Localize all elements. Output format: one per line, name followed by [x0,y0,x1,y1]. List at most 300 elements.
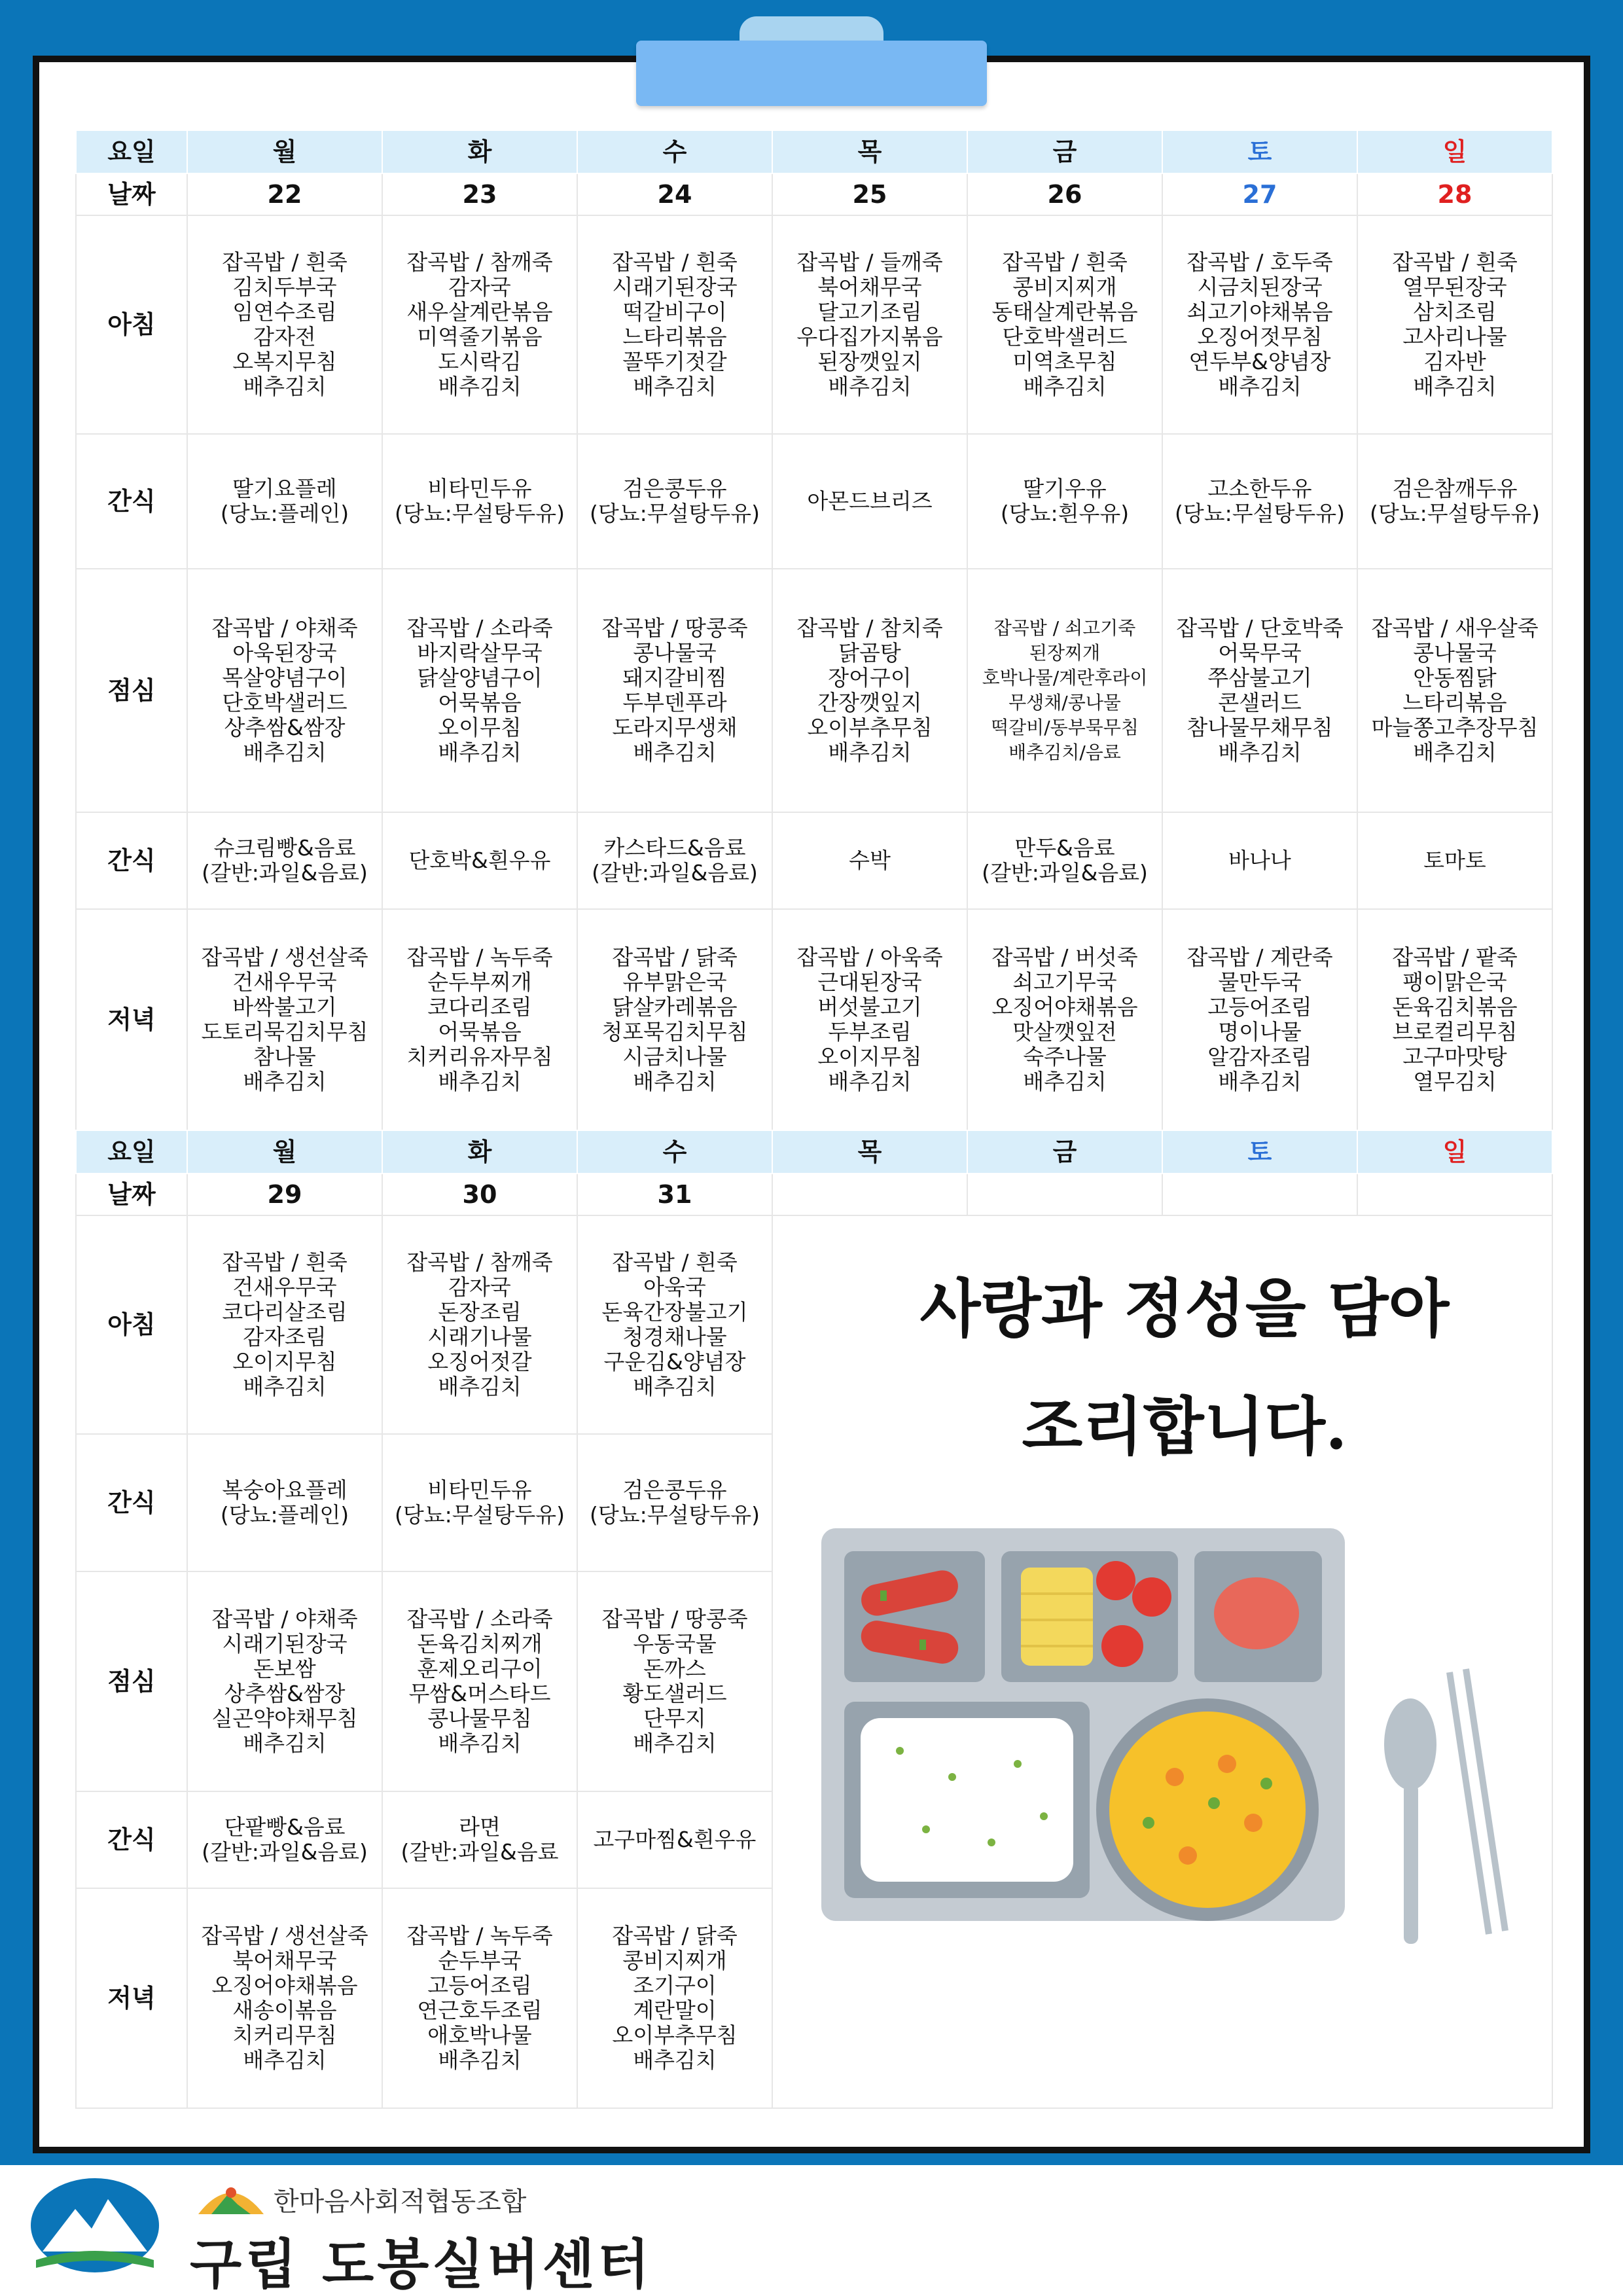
menu-item: 아몬드브리즈 [807,488,933,514]
weekday-cell: 수 [577,130,772,173]
menu-item: 북어채무국 [232,1948,337,1973]
menu-item: 김자반 [1423,349,1486,374]
menu-item: 잡곡밥 / 녹두죽 [406,944,553,970]
menu-cell [187,1791,382,1888]
menu-item: 장어구이 [828,665,912,691]
menu-item: 물만두국 [1218,969,1302,995]
menu-item: 건새우무국 [232,1274,337,1300]
menu-item: 돈장조림 [438,1299,522,1325]
menu-item: 잡곡밥 / 야채죽 [211,1606,358,1632]
meal-row-snack-pm [76,812,1552,909]
menu-item: 된장깻잎지 [817,349,922,374]
clipboard-clip [636,41,987,106]
meal-label: 저녁 [76,909,187,1130]
menu-item: 팽이맑은국 [1402,969,1507,995]
mountain-logo-icon [29,2176,160,2274]
menu-cell [1162,812,1357,909]
menu-item: 어묵볶음 [438,690,522,715]
menu-item: 슈크림빵&음료 [213,835,356,861]
menu-cell [1357,215,1552,434]
menu-item: 배추김치 [243,2047,327,2073]
menu-item: 상추쌈&쌈장 [224,715,346,740]
menu-item: 배추김치 [828,740,912,765]
menu-item: 무쌈&머스타드 [408,1681,551,1706]
date-cell: 29 [187,1174,382,1215]
menu-cell [187,1434,382,1571]
menu-item: (당뇨:무설탕두유) [394,1502,565,1528]
menu-item: 잡곡밥 / 참치죽 [796,615,943,641]
menu-item: 우동국물 [633,1631,717,1657]
date-cell: 27 [1162,173,1357,215]
menu-item: 오이부추무침 [612,2022,738,2048]
meal-label: 간식 [76,1791,187,1888]
menu-item: 느타리볶음 [1402,690,1507,715]
weekday-cell: 목 [772,1130,967,1174]
menu-item: 잡곡밥 / 버섯죽 [991,944,1138,970]
menu-item: 단팥빵&음료 [224,1814,346,1840]
empty-date-cell [1357,1174,1552,1215]
menu-item: 고사리나물 [1402,324,1507,350]
menu-cell [187,434,382,569]
menu-item: 잡곡밥 / 흰죽 [222,249,348,275]
weekday-cell: 금 [967,1130,1162,1174]
menu-item: 잡곡밥 / 소라죽 [406,1606,553,1632]
menu-item: 콘샐러드 [1218,690,1302,715]
menu-cell [382,1215,577,1434]
menu-cell [577,569,772,812]
menu-item: 배추김치 [438,374,522,399]
menu-cell [1357,909,1552,1130]
menu-cell [1162,215,1357,434]
menu-item: 잡곡밥 / 쇠고기죽 [993,617,1136,639]
menu-cell [382,812,577,909]
menu-cell [1162,909,1357,1130]
menu-item: 어묵볶음 [438,1019,522,1045]
menu-item: 시래기된장국 [222,1631,348,1657]
menu-item: 만두&음료 [1014,835,1115,861]
menu-cell [1162,434,1357,569]
menu-item: 돈까스 [643,1656,706,1681]
menu-item: 카스타드&음료 [603,835,746,861]
weekday-cell: 화 [382,130,577,173]
menu-item: 아욱국 [643,1274,706,1300]
menu-cell [382,1791,577,1888]
menu-item: 바나나 [1228,848,1291,873]
menu-item: 잡곡밥 / 흰죽 [612,249,738,275]
menu-cell [382,909,577,1130]
menu-item: 잡곡밥 / 팥죽 [1392,944,1518,970]
date-cell: 26 [967,173,1162,215]
menu-item: 배추김치/음료 [1008,742,1121,763]
menu-cell [382,1434,577,1571]
menu-item: 돼지갈비찜 [622,665,727,691]
menu-item: 잡곡밥 / 땅콩죽 [601,615,748,641]
menu-item: 순두부찌개 [427,969,532,995]
menu-item: 계란말이 [633,1998,717,2023]
date-row [76,173,1552,215]
menu-item: 고구마맛탕 [1402,1044,1507,1069]
menu-item: 안동찜닭 [1413,665,1497,691]
menu-cell [577,1791,772,1888]
menu-item: 순두부국 [438,1948,522,1973]
kimchi-icon [1214,1577,1299,1649]
cooperative-logo-icon [195,2178,267,2216]
menu-item: 배추김치 [438,740,522,765]
menu-item: (당뇨:흰우유) [1000,501,1130,526]
weekday-cell: 화 [382,1130,577,1174]
menu-item: 어묵무국 [1218,640,1302,666]
menu-item: 수박 [849,848,891,873]
menu-item: 돈육김치찌개 [417,1631,543,1657]
date-cell: 28 [1357,173,1552,215]
menu-item: (당뇨:무설탕두유) [394,501,565,526]
menu-item: 딸기우유 [1023,476,1107,501]
menu-item: 오이지무침 [232,1349,337,1374]
meal-tray-illustration [821,1528,1541,1947]
menu-item: 감자국 [448,1274,511,1300]
menu-item: 잡곡밥 / 소라죽 [406,615,553,641]
menu-item: 무생채/콩나물 [1008,692,1121,713]
menu-cell [187,215,382,434]
meal-row-breakfast [76,215,1552,434]
menu-cell [967,909,1162,1130]
menu-item: 바싹불고기 [232,994,337,1020]
menu-item: 잡곡밥 / 들깨죽 [796,249,943,275]
menu-item: 잡곡밥 / 땅콩죽 [601,1606,748,1632]
menu-cell [772,215,967,434]
date-label: 날짜 [76,1174,187,1215]
weekday-cell: 토 [1162,1130,1357,1174]
menu-item: 오이지무침 [817,1044,922,1069]
menu-item: 고구마찜&흰우유 [593,1827,757,1852]
menu-item: 닭살양념구이 [417,665,543,691]
menu-cell [187,1571,382,1791]
menu-cell [1357,812,1552,909]
menu-item: 검은콩두유 [622,476,727,501]
menu-cell [187,1888,382,2108]
menu-cell [187,569,382,812]
menu-item: 쇠고기야채볶음 [1186,299,1333,325]
organization-name: 구립 도봉실버센터 [190,2234,653,2296]
menu-item: 목살양념구이 [222,665,348,691]
menu-item: 잡곡밥 / 닭죽 [612,944,738,970]
menu-item: 감자전 [253,324,316,350]
meal-label: 점심 [76,569,187,812]
menu-item: 잡곡밥 / 흰죽 [1002,249,1128,275]
menu-item: 배추김치 [633,2047,717,2073]
menu-cell [187,1215,382,1434]
menu-item: 감자국 [448,274,511,300]
meal-label: 간식 [76,812,187,909]
date-label: 날짜 [76,173,187,215]
menu-item: 배추김치 [1023,374,1107,399]
menu-item: 배추김치 [243,1069,327,1094]
menu-item: 새송이볶음 [232,1998,337,2023]
menu-item: 잡곡밥 / 녹두죽 [406,1923,553,1948]
menu-item: 잡곡밥 / 새우살죽 [1371,615,1539,641]
menu-cell [1162,569,1357,812]
date-row [76,1174,1552,1215]
menu-item: 근대된장국 [817,969,922,995]
menu-item: 열무김치 [1413,1069,1497,1094]
menu-item: 배추김치 [438,2047,522,2073]
menu-cell [382,434,577,569]
menu-item: 콩비지찌개 [622,1948,727,1973]
menu-item: 시래기나물 [427,1324,532,1350]
menu-cell [577,434,772,569]
menu-item: 돈육김치볶음 [1392,994,1518,1020]
menu-item: 두부조림 [828,1019,912,1045]
empty-date-cell [772,1174,967,1215]
menu-item: 검은콩두유 [622,1477,727,1503]
menu-cell [577,1434,772,1571]
menu-item: 배추김치 [633,740,717,765]
meal-label: 간식 [76,1434,187,1571]
menu-item: 황도샐러드 [622,1681,727,1706]
menu-item: 콩나물국 [633,640,717,666]
menu-cell [382,215,577,434]
menu-cell [187,812,382,909]
menu-item: 잡곡밥 / 호두죽 [1186,249,1333,275]
menu-item: 우다집가지볶음 [796,324,943,350]
meal-label: 저녁 [76,1888,187,2108]
slogan [825,1250,1544,1486]
menu-item: 배추김치 [1218,1069,1302,1094]
menu-item: (당뇨:무설탕두유) [1174,501,1345,526]
menu-cell [772,909,967,1130]
menu-item: 잡곡밥 / 참깨죽 [406,1249,553,1275]
weekday-cell: 수 [577,1130,772,1174]
soup-bowl-icon [1096,1698,1319,1921]
weekday-cell: 금 [967,130,1162,173]
menu-item: 쭈삼불고기 [1207,665,1312,691]
menu-item: 배추김치 [243,1731,327,1756]
menu-item: (갈반:과일&음료) [202,860,368,886]
date-cell: 23 [382,173,577,215]
menu-cell [577,909,772,1130]
menu-item: 비타민두유 [427,476,532,501]
menu-item: 배추김치 [1413,740,1497,765]
meal-label: 간식 [76,434,187,569]
menu-item: 연두부&양념장 [1188,349,1331,374]
menu-item: (당뇨:플레인) [220,501,349,526]
menu-item: 코다리살조림 [222,1299,348,1325]
menu-item: 잡곡밥 / 흰죽 [612,1249,738,1275]
menu-item: 검은참깨두유 [1392,476,1518,501]
menu-item: (갈반:과일&음료) [982,860,1148,886]
menu-item: 건새우무국 [232,969,337,995]
menu-cell [382,1571,577,1791]
weekday-label: 요일 [76,130,187,173]
menu-item: 시래기된장국 [612,274,738,300]
menu-item: 달고기조림 [817,299,922,325]
menu-item: 잡곡밥 / 아욱죽 [796,944,943,970]
weekday-label: 요일 [76,1130,187,1174]
menu-item: 잡곡밥 / 계란죽 [1186,944,1333,970]
menu-item: 떡갈비구이 [622,299,727,325]
date-cell: 31 [577,1174,772,1215]
menu-item: 도토리묵김치무침 [201,1019,368,1045]
menu-cell [382,1888,577,2108]
weekday-header-row [76,130,1552,173]
weekday-cell: 토 [1162,130,1357,173]
weekday-cell: 일 [1357,130,1552,173]
slogan-line2: 조리합니다. [1022,1390,1347,1463]
menu-item: 콩나물무침 [427,1706,532,1731]
spoon-chopsticks-icon [1384,1669,1505,1944]
menu-cell [577,1888,772,2108]
menu-item: 콩나물국 [1413,640,1497,666]
week1-menu-table [75,130,1553,1131]
menu-item: 돈육간장불고기 [601,1299,748,1325]
menu-item: 콩비지찌개 [1012,274,1117,300]
menu-item: (당뇨:무설탕두유) [589,1502,760,1528]
menu-item: 잡곡밥 / 생선살죽 [201,944,368,970]
menu-item: 오징어젓갈 [427,1349,532,1374]
menu-item: 배추김치 [438,1374,522,1399]
menu-item: 배추김치 [243,1374,327,1399]
menu-item: 배추김치 [633,1374,717,1399]
menu-item: 브로컬리무침 [1392,1019,1518,1045]
menu-item: 배추김치 [633,1731,717,1756]
menu-item: 꼴뚜기젓갈 [622,349,727,374]
menu-item: 조기구이 [633,1973,717,1998]
menu-item: 유부맑은국 [622,969,727,995]
menu-cell [1357,434,1552,569]
menu-cell [1357,569,1552,812]
menu-item: 오이부추무침 [807,715,933,740]
menu-item: 고등어조림 [1207,994,1312,1020]
menu-item: 토마토 [1423,848,1486,873]
menu-cell [967,569,1162,812]
empty-date-cell [967,1174,1162,1215]
menu-cell [577,1571,772,1791]
menu-item: 단무지 [643,1706,706,1731]
menu-item: 배추김치 [1218,740,1302,765]
menu-item: 아욱된장국 [232,640,337,666]
menu-item: 떡갈비/동부묵무침 [991,717,1139,738]
menu-item: 두부덴푸라 [622,690,727,715]
egg-roll-icon [1021,1568,1093,1666]
organization-sub-name: 한마음사회적협동조합 [274,2187,527,2217]
menu-item: 복숭아요플레 [222,1477,348,1503]
menu-item: 감자조림 [243,1324,327,1350]
menu-item: 버섯불고기 [817,994,922,1020]
menu-item: 치커리유자무침 [406,1044,553,1069]
menu-cell [382,569,577,812]
meal-label: 점심 [76,1571,187,1791]
menu-item: 마늘쫑고추장무침 [1371,715,1539,740]
menu-item: 된장찌개 [1029,642,1101,664]
menu-cell [772,569,967,812]
meal-label: 아침 [76,1215,187,1434]
weekday-cell: 월 [187,1130,382,1174]
menu-item: 코다리조림 [427,994,532,1020]
menu-item: (당뇨:무설탕두유) [1369,501,1540,526]
menu-item: 상추쌈&쌈장 [224,1681,346,1706]
menu-item: 배추김치 [828,1069,912,1094]
menu-item: 호박나물/계란후라이 [982,667,1148,689]
menu-item: 배추김치 [243,740,327,765]
menu-item: 배추김치 [438,1069,522,1094]
menu-item: 잡곡밥 / 야채죽 [211,615,358,641]
menu-item: 배추김치 [828,374,912,399]
date-cell: 25 [772,173,967,215]
menu-item: 임연수조림 [232,299,337,325]
menu-item: 도시락김 [438,349,522,374]
menu-item: 쇠고기무국 [1012,969,1117,995]
menu-item: 도라지무생채 [612,715,738,740]
menu-item: 동태살계란볶음 [991,299,1138,325]
menu-item: 김치두부국 [232,274,337,300]
menu-item: 참나물 [253,1044,316,1069]
menu-item: 청포묵김치무침 [601,1019,748,1045]
slogan-line1: 사랑과 정성을 담아 [919,1272,1450,1346]
menu-item: 맛살깻잎전 [1012,1019,1117,1045]
menu-item: 잡곡밥 / 흰죽 [222,1249,348,1275]
weekday-cell: 목 [772,130,967,173]
menu-item: (당뇨:플레인) [220,1502,349,1528]
menu-item: (갈반:과일&음료) [202,1839,368,1865]
weekday-header-row [76,1130,1552,1174]
menu-item: 배추김치 [1413,374,1497,399]
menu-cell [772,812,967,909]
menu-item: 삼치조림 [1413,299,1497,325]
meal-label: 아침 [76,215,187,434]
menu-item: 배추김치 [1023,1069,1107,1094]
weekday-cell: 일 [1357,1130,1552,1174]
date-cell: 24 [577,173,772,215]
menu-cell [577,215,772,434]
menu-item: 라면 [459,1814,501,1840]
menu-item: 미역초무침 [1012,349,1117,374]
menu-item: 청경채나물 [622,1324,727,1350]
date-cell: 22 [187,173,382,215]
menu-cell [187,909,382,1130]
menu-item: 느타리볶음 [622,324,727,350]
menu-cell [967,215,1162,434]
menu-cell [772,434,967,569]
menu-cell [967,434,1162,569]
menu-item: 닭살카레볶음 [612,994,738,1020]
menu-item: 애호박나물 [427,2022,532,2048]
menu-item: 명이나물 [1218,1019,1302,1045]
menu-item: 오징어야채볶음 [211,1973,358,1998]
menu-item: 실곤약야채무침 [211,1706,358,1731]
menu-item: 닭곰탕 [838,640,901,666]
menu-item: 오복지무침 [232,349,337,374]
menu-item: 잡곡밥 / 단호박죽 [1176,615,1344,641]
menu-item: 단호박샐러드 [1002,324,1128,350]
menu-cell [577,1215,772,1434]
menu-item: 배추김치 [243,374,327,399]
menu-item: 딸기요플레 [232,476,337,501]
menu-item: 오징어젓무침 [1197,324,1323,350]
menu-item: 단호박&흰우유 [408,848,551,873]
menu-item: 북어채무국 [817,274,922,300]
weekday-cell: 월 [187,130,382,173]
menu-item: 비타민두유 [427,1477,532,1503]
menu-item: 알감자조림 [1207,1044,1312,1069]
menu-item: 배추김치 [633,374,717,399]
menu-item: 훈제오리구이 [417,1656,543,1681]
menu-item: 숙주나물 [1023,1044,1107,1069]
menu-item: 오이무침 [438,715,522,740]
menu-item: 잡곡밥 / 생선살죽 [201,1923,368,1948]
menu-item: (당뇨:무설탕두유) [589,501,760,526]
menu-item: 참나물무채무침 [1186,715,1333,740]
menu-item: 시금치된장국 [1197,274,1323,300]
